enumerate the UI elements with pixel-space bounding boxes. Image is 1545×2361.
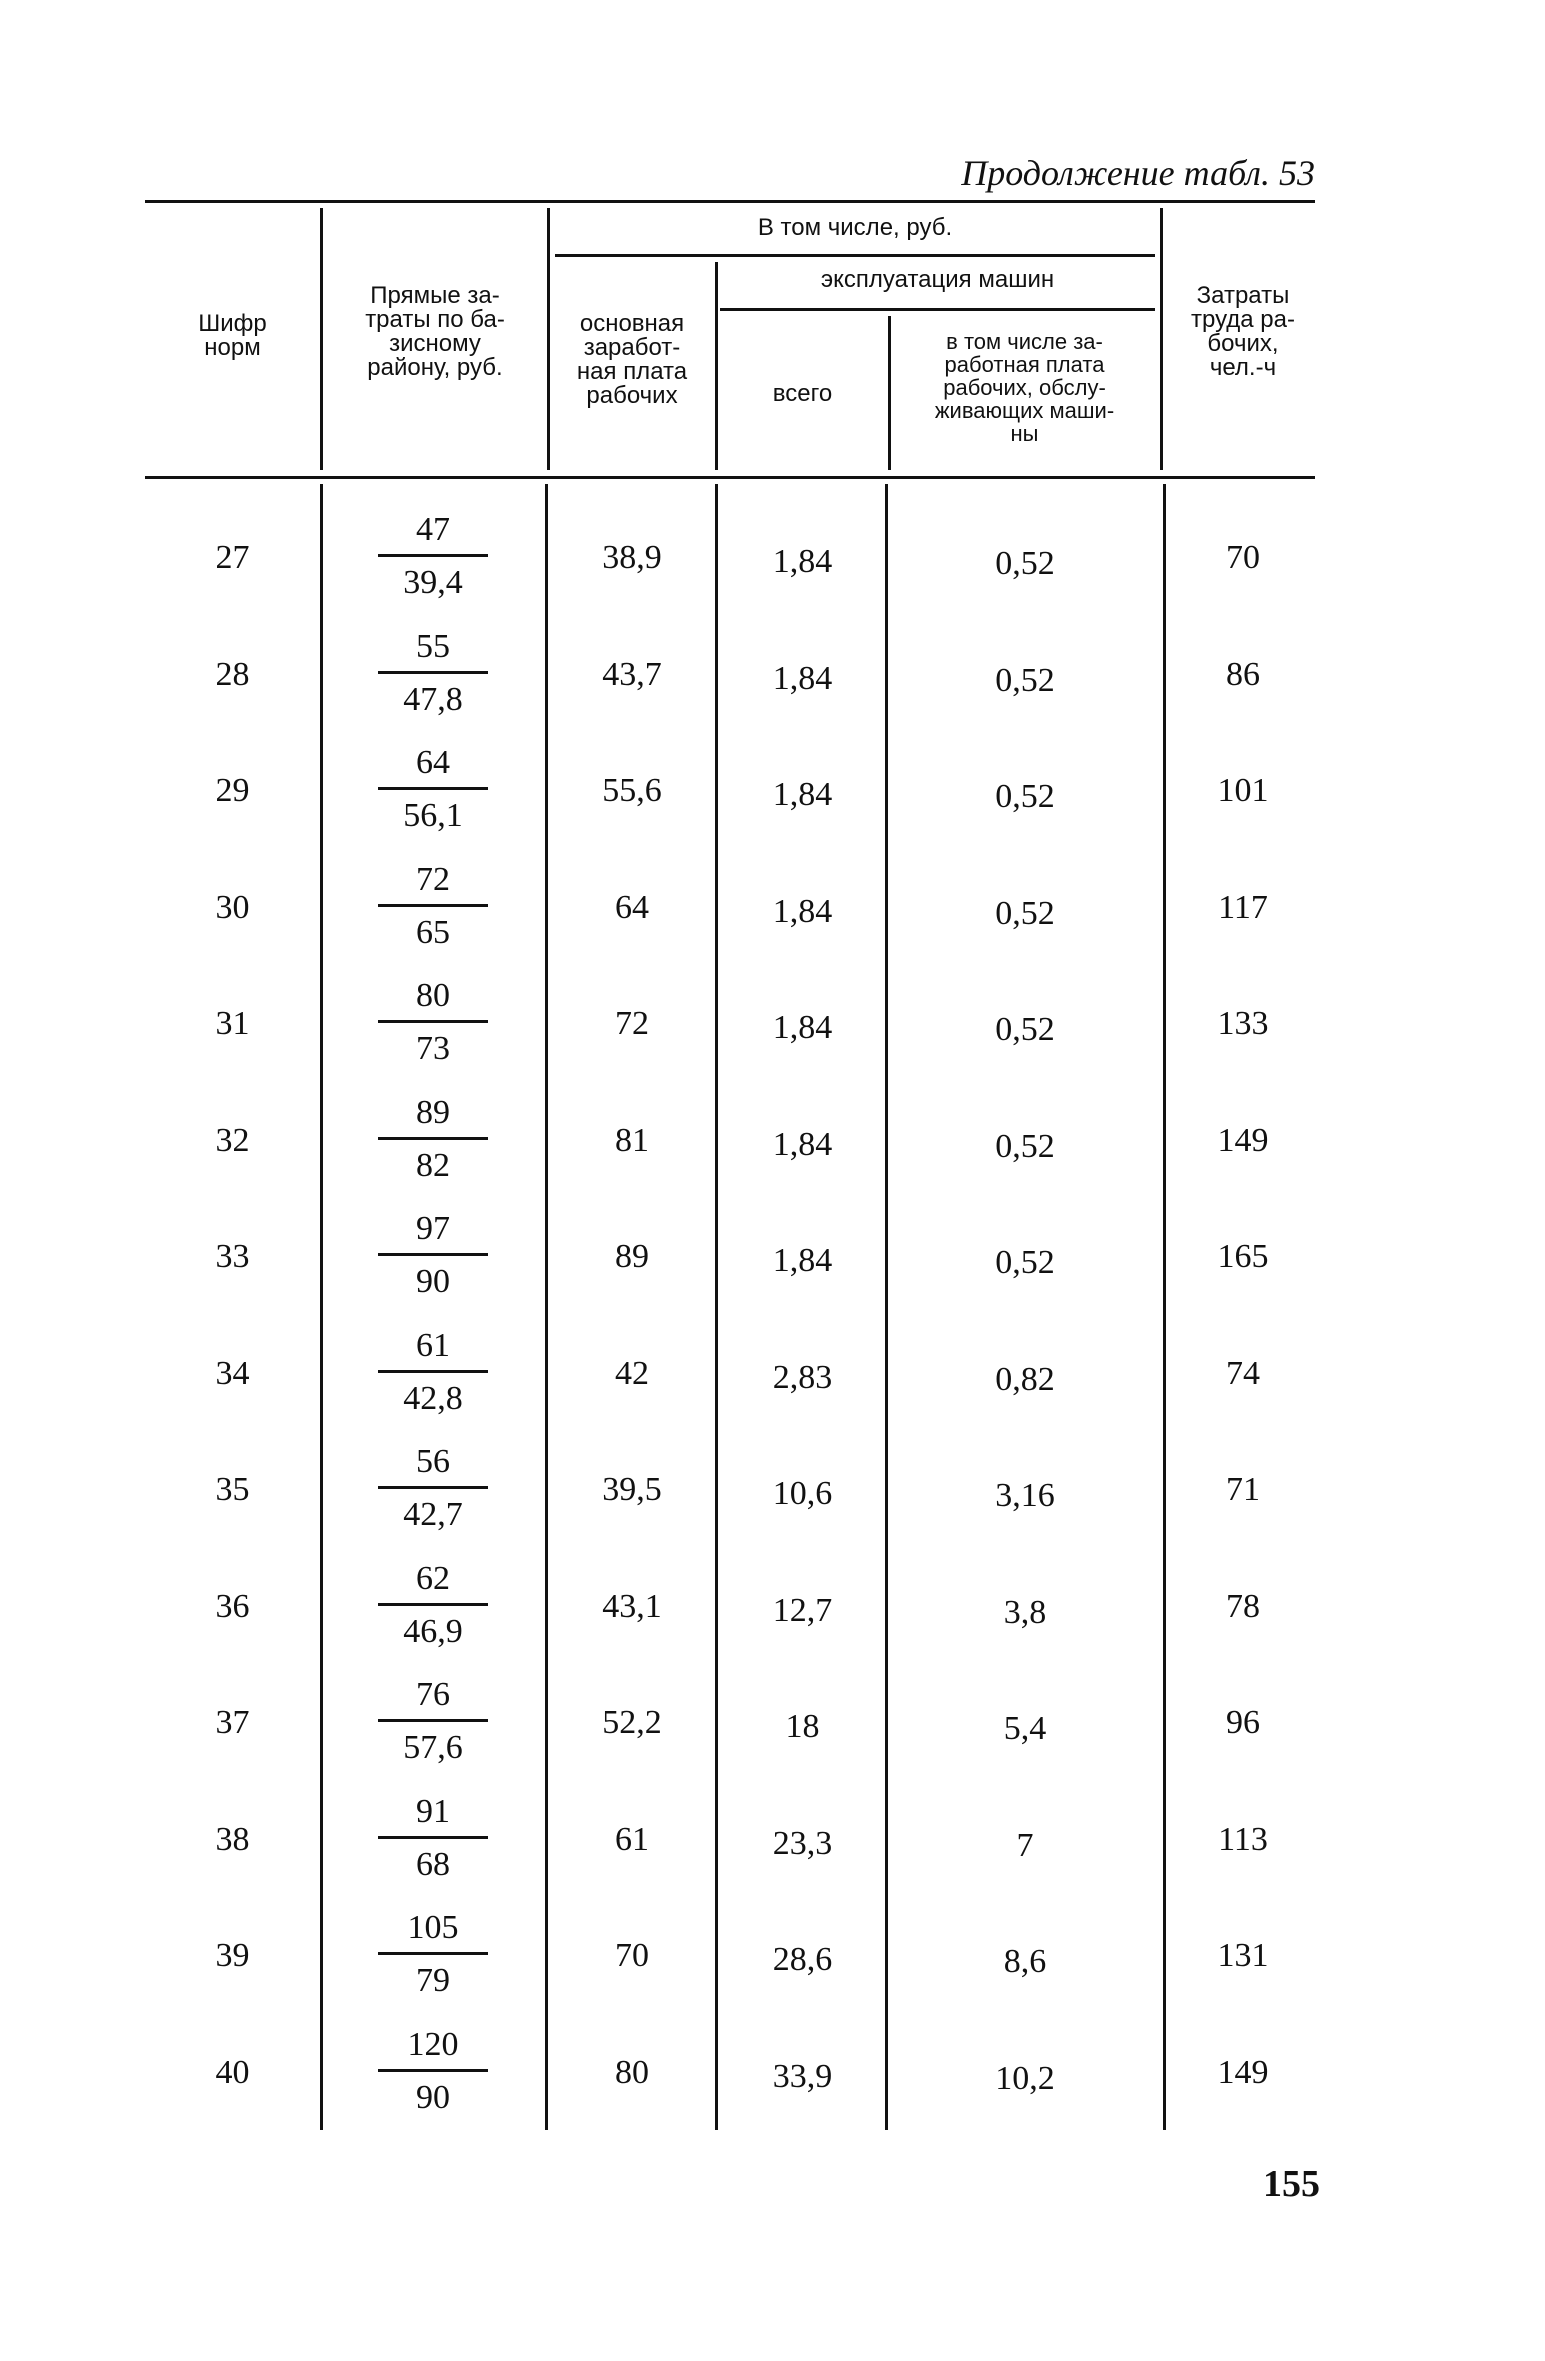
fraction-denominator: 68	[416, 1845, 450, 1883]
header-divider-4	[888, 316, 891, 470]
fraction-bar	[378, 1137, 488, 1140]
header-including: В том числе, руб.	[757, 214, 953, 241]
row-labor-costs: 96	[1226, 1704, 1260, 1741]
fraction-bar	[378, 1836, 488, 1839]
fraction-numerator: 97	[416, 1210, 450, 1247]
fraction-bar	[378, 671, 488, 674]
machine-ops-underline	[720, 308, 1155, 311]
row-labor-costs: 133	[1217, 1005, 1269, 1042]
row-base-wages: 38,9	[602, 539, 662, 576]
fraction-numerator: 55	[416, 627, 450, 665]
row-code: 32	[215, 1121, 250, 1159]
row-labor-costs: 86	[1226, 655, 1260, 693]
row-machine-total: 10,6	[772, 1475, 833, 1512]
fraction-denominator: 90	[416, 1263, 450, 1300]
row-operator-wages: 0,52	[995, 778, 1055, 815]
header-base-wages: основная заработ- ная плата рабочих	[576, 310, 688, 409]
row-direct-costs-fraction	[378, 1326, 488, 1419]
row-code: 39	[215, 1937, 250, 1974]
row-direct-costs-fraction	[378, 510, 488, 603]
fraction-bar	[378, 1952, 488, 1955]
row-machine-total: 1,84	[772, 776, 833, 813]
row-code: 31	[215, 1005, 250, 1042]
row-base-wages: 42	[615, 1354, 649, 1392]
fraction-denominator: 47,8	[403, 680, 463, 718]
row-labor-costs: 165	[1217, 1238, 1269, 1275]
row-code: 33	[215, 1238, 250, 1275]
row-code: 34	[215, 1354, 250, 1392]
fraction-numerator: 89	[416, 1093, 450, 1131]
row-direct-costs-fraction	[378, 1442, 488, 1535]
fraction-denominator: 42,7	[403, 1496, 463, 1533]
row-labor-costs: 70	[1226, 539, 1260, 576]
fraction-numerator: 56	[416, 1443, 450, 1480]
header-code: Шифр норм	[198, 310, 267, 361]
fraction-numerator: 91	[416, 1792, 450, 1830]
row-code: 35	[215, 1471, 250, 1508]
row-code: 27	[215, 539, 250, 576]
fraction-bar	[378, 787, 488, 790]
row-code: 28	[215, 655, 250, 693]
header-labor-costs: Затраты труда ра- бочих, чел.-ч	[1191, 282, 1295, 381]
row-operator-wages: 0,52	[995, 1127, 1055, 1165]
fraction-numerator: 47	[416, 511, 450, 548]
row-code: 30	[215, 888, 250, 926]
row-labor-costs: 149	[1217, 2053, 1269, 2091]
row-base-wages: 61	[615, 1820, 649, 1858]
row-machine-total: 1,84	[772, 1125, 833, 1163]
row-operator-wages: 3,16	[995, 1477, 1055, 1514]
row-operator-wages: 0,52	[995, 1244, 1055, 1281]
row-operator-wages: 0,52	[995, 894, 1055, 932]
row-direct-costs-fraction	[378, 1675, 488, 1768]
row-labor-costs: 78	[1226, 1587, 1260, 1625]
row-direct-costs-fraction	[378, 2025, 488, 2118]
row-labor-costs: 74	[1226, 1354, 1260, 1392]
row-machine-total: 33,9	[772, 2057, 833, 2095]
row-direct-costs-fraction	[378, 1209, 488, 1302]
row-operator-wages: 5,4	[1003, 1710, 1047, 1747]
fraction-denominator: 57,6	[403, 1729, 463, 1766]
header-bottom-rule	[145, 476, 1315, 479]
row-labor-costs: 149	[1217, 1121, 1269, 1159]
fraction-bar	[378, 1603, 488, 1606]
row-machine-total: 1,84	[772, 1009, 833, 1046]
row-code: 40	[215, 2053, 250, 2091]
row-base-wages: 89	[615, 1238, 649, 1275]
fraction-denominator: 90	[416, 2078, 450, 2116]
including-underline	[555, 254, 1155, 257]
row-base-wages: 39,5	[602, 1471, 662, 1508]
row-labor-costs: 113	[1218, 1820, 1268, 1858]
row-labor-costs: 101	[1217, 772, 1269, 809]
row-operator-wages: 0,52	[995, 1011, 1055, 1048]
fraction-numerator: 64	[416, 744, 450, 781]
header-divider-2	[547, 208, 550, 470]
fraction-numerator: 62	[416, 1559, 450, 1597]
row-labor-costs: 131	[1217, 1937, 1269, 1974]
fraction-denominator: 56,1	[403, 797, 463, 834]
fraction-numerator: 76	[416, 1676, 450, 1713]
row-base-wages: 43,1	[602, 1587, 662, 1625]
row-direct-costs-fraction	[378, 1792, 488, 1885]
row-operator-wages: 0,52	[995, 545, 1055, 582]
fraction-bar	[378, 554, 488, 557]
row-direct-costs-fraction	[378, 1559, 488, 1652]
header-direct-costs: Прямые за- траты по ба- зисному району, руб.	[365, 282, 505, 381]
row-direct-costs-fraction	[378, 860, 488, 953]
body-divider-2	[545, 484, 548, 2130]
row-machine-total: 1,84	[772, 659, 833, 697]
row-direct-costs-fraction	[378, 743, 488, 836]
body-divider-3	[715, 484, 718, 2130]
header-divider-1	[320, 208, 323, 470]
body-divider-1	[320, 484, 323, 2130]
fraction-bar	[378, 1253, 488, 1256]
body-divider-5	[1163, 484, 1166, 2130]
row-machine-total: 28,6	[772, 1941, 833, 1978]
row-code: 37	[215, 1704, 250, 1741]
row-base-wages: 43,7	[602, 655, 662, 693]
row-direct-costs-fraction	[378, 1908, 488, 2001]
fraction-denominator: 39,4	[403, 564, 463, 601]
fraction-bar	[378, 904, 488, 907]
row-operator-wages: 8,6	[1003, 1943, 1047, 1980]
table-caption: Продолжение табл. 53	[961, 153, 1315, 193]
fraction-bar	[378, 1719, 488, 1722]
fraction-numerator: 105	[407, 1909, 459, 1946]
row-base-wages: 80	[615, 2053, 649, 2091]
row-base-wages: 64	[615, 888, 649, 926]
row-code: 38	[215, 1820, 250, 1858]
row-labor-costs: 71	[1226, 1471, 1260, 1508]
row-labor-costs: 117	[1218, 888, 1268, 926]
row-machine-total: 1,84	[772, 1242, 833, 1279]
row-machine-total: 23,3	[772, 1824, 833, 1862]
row-machine-total: 12,7	[772, 1591, 833, 1629]
row-base-wages: 72	[615, 1005, 649, 1042]
row-direct-costs-fraction	[378, 976, 488, 1069]
row-code: 36	[215, 1587, 250, 1625]
row-base-wages: 70	[615, 1937, 649, 1974]
header-divider-5	[1160, 208, 1163, 470]
header-divider-3	[715, 262, 718, 470]
header-machine-operation: эксплуатация машин	[820, 266, 1055, 293]
row-direct-costs-fraction	[378, 627, 488, 720]
row-base-wages: 52,2	[602, 1704, 662, 1741]
fraction-denominator: 46,9	[403, 1612, 463, 1650]
fraction-numerator: 61	[416, 1326, 450, 1364]
fraction-denominator: 73	[416, 1030, 450, 1067]
row-operator-wages: 7	[1016, 1826, 1034, 1864]
row-base-wages: 55,6	[602, 772, 662, 809]
row-operator-wages: 10,2	[995, 2059, 1055, 2097]
fraction-bar	[378, 1486, 488, 1489]
page-number: 155	[1263, 2163, 1320, 2205]
fraction-numerator: 120	[407, 2025, 459, 2063]
row-operator-wages: 3,8	[1003, 1593, 1047, 1631]
fraction-bar	[378, 2069, 488, 2072]
row-code: 29	[215, 772, 250, 809]
fraction-bar	[378, 1370, 488, 1373]
row-base-wages: 81	[615, 1121, 649, 1159]
row-operator-wages: 0,82	[995, 1360, 1055, 1398]
fraction-denominator: 65	[416, 913, 450, 951]
fraction-denominator: 82	[416, 1146, 450, 1184]
fraction-denominator: 42,8	[403, 1379, 463, 1417]
row-machine-total: 2,83	[772, 1358, 833, 1396]
row-machine-total: 1,84	[772, 892, 833, 930]
row-operator-wages: 0,52	[995, 661, 1055, 699]
fraction-numerator: 80	[416, 977, 450, 1014]
row-machine-total: 18	[785, 1708, 820, 1745]
header-machine-total: всего	[772, 380, 833, 407]
fraction-bar	[378, 1020, 488, 1023]
body-divider-4	[885, 484, 888, 2130]
row-machine-total: 1,84	[772, 543, 833, 580]
top-rule	[145, 200, 1315, 203]
fraction-denominator: 79	[416, 1962, 450, 1999]
header-operator-wages: в том числе за- работная плата рабочих, обслу- живающих маши- ны	[934, 329, 1115, 446]
fraction-numerator: 72	[416, 860, 450, 898]
row-direct-costs-fraction	[378, 1093, 488, 1186]
